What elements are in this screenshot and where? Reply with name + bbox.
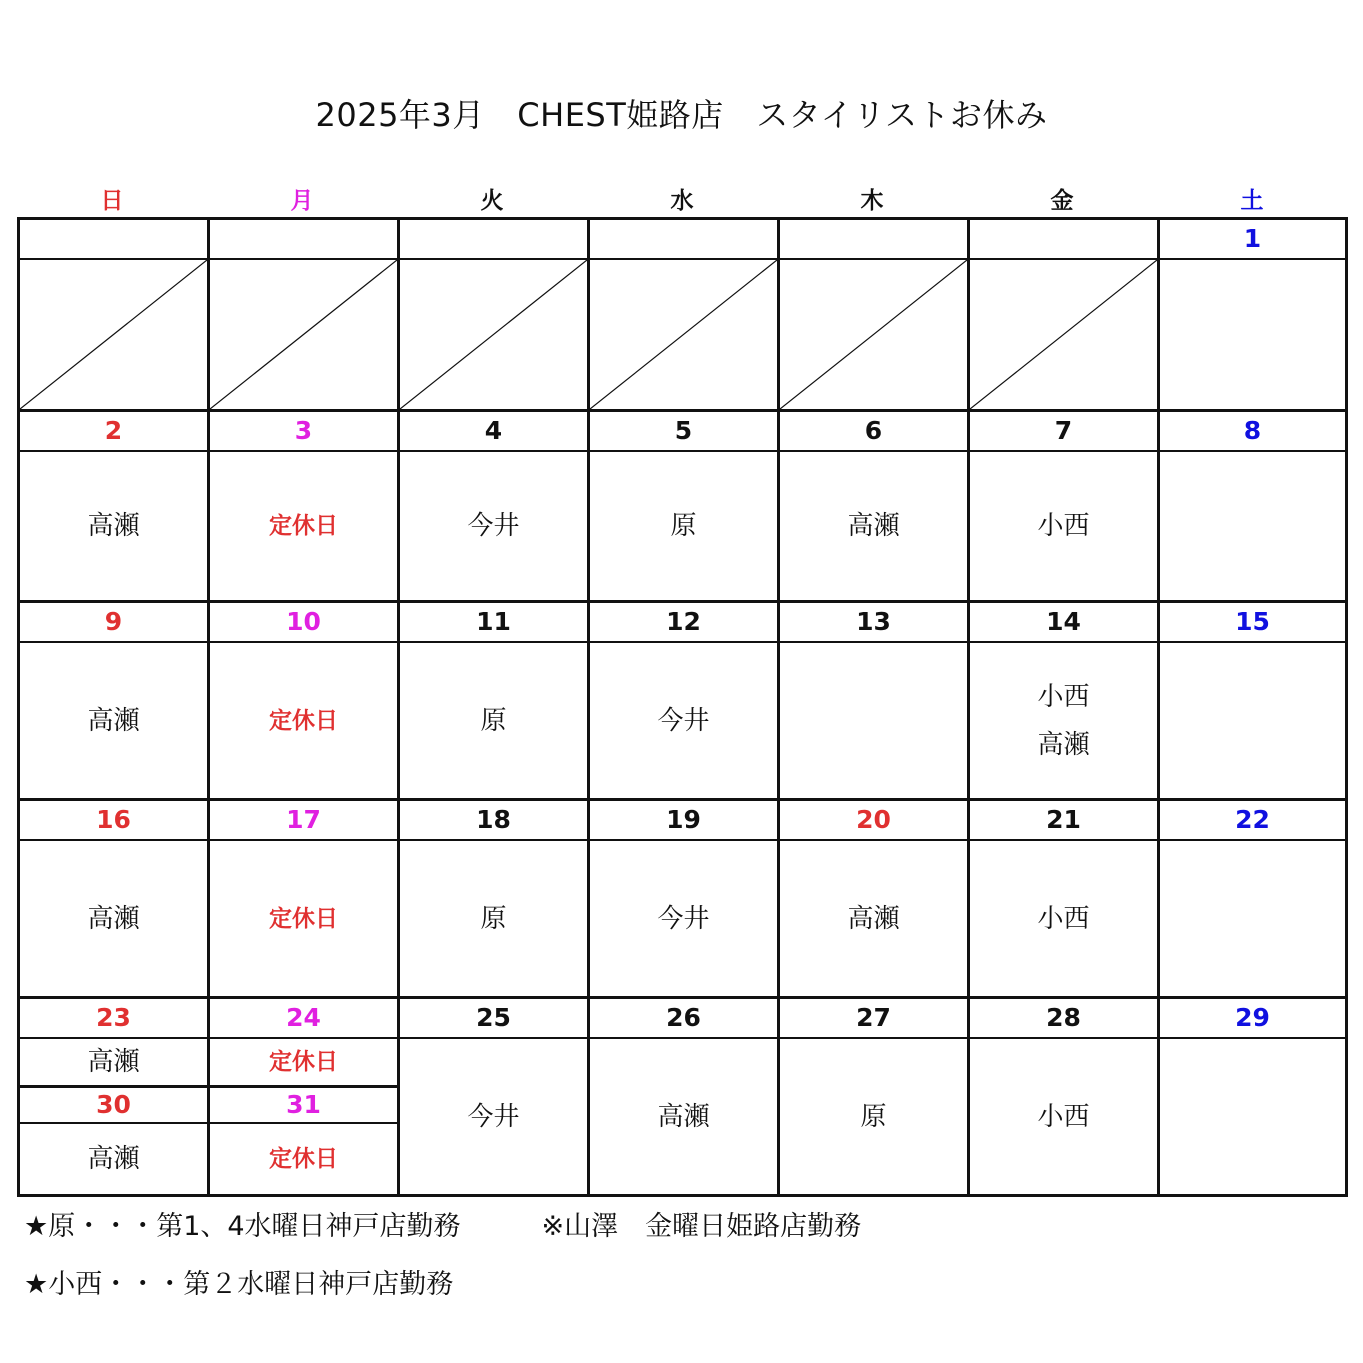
staff-name: 高瀬: [1037, 729, 1090, 760]
day-number: 15: [1160, 603, 1345, 643]
empty-day-slash: [210, 260, 397, 409]
calendar-day-cell: [970, 412, 1160, 603]
day-number: 27: [780, 999, 967, 1039]
staff-off-list: [20, 1039, 207, 1085]
calendar-day-cell: [1160, 603, 1345, 801]
staff-off-list: [400, 1039, 587, 1194]
day-number: 16: [20, 801, 207, 841]
staff-name: 高瀬: [87, 511, 140, 541]
day-number: 26: [590, 999, 777, 1039]
staff-off-list: [590, 1039, 777, 1194]
day-number: 22: [1160, 801, 1345, 841]
staff-off-list: [1160, 260, 1345, 409]
calendar-day-cell: [210, 801, 400, 999]
staff-off-list: [590, 643, 777, 798]
calendar-day-cell: [1160, 220, 1345, 412]
staff-off-list: [970, 1039, 1157, 1194]
calendar-day-cell: [20, 603, 210, 801]
staff-name: 高瀬: [87, 705, 140, 736]
weekday-label: 火: [480, 188, 504, 214]
calendar-day-cell: [970, 801, 1160, 999]
closed-day-label: 定休日: [269, 1049, 338, 1075]
day-number: [780, 220, 967, 260]
staff-name: 高瀬: [847, 511, 900, 541]
staff-name: 今井: [467, 511, 520, 541]
weekday-label: 月: [290, 188, 314, 214]
closed-day-label: 定休日: [269, 905, 338, 932]
day-number: 8: [1160, 412, 1345, 452]
day-number: 20: [780, 801, 967, 841]
day-number: 10: [210, 603, 397, 643]
day-number: [20, 220, 207, 260]
staff-name: 高瀬: [87, 1144, 140, 1174]
staff-off-list: [780, 1039, 967, 1194]
page-title: 2025年3月 CHEST姫路店 スタイリストお休み: [315, 96, 1048, 134]
staff-off-list: [590, 452, 777, 600]
empty-day-slash: [590, 260, 777, 409]
calendar-day-cell: [210, 412, 400, 603]
split-day-lower: [20, 1088, 207, 1194]
calendar-day-cell: [780, 412, 970, 603]
closed-day-label: 定休日: [269, 513, 338, 539]
calendar-day-cell: [400, 220, 590, 412]
day-number: 18: [400, 801, 587, 841]
calendar-day-cell: [590, 603, 780, 801]
calendar-day-cell: [590, 999, 780, 1194]
note-line-1: ★原・・・第1、4水曜日神戸店勤務 ※山澤 金曜日姫路店勤務: [24, 1211, 862, 1242]
staff-off-list: [970, 452, 1157, 600]
staff-name: 小西: [1037, 681, 1090, 712]
staff-off-list: [780, 643, 967, 798]
staff-name: 小西: [1037, 1101, 1090, 1132]
empty-day-slash: [400, 260, 587, 409]
calendar-day-cell: [590, 220, 780, 412]
staff-name: 原: [670, 511, 697, 541]
staff-name: 高瀬: [87, 1047, 140, 1077]
calendar-day-cell: [970, 999, 1160, 1194]
weekday-label: 水: [670, 188, 694, 214]
day-number: 14: [970, 603, 1157, 643]
staff-name: 高瀬: [87, 903, 140, 934]
staff-name: 高瀬: [847, 903, 900, 934]
staff-off-list: [20, 643, 207, 798]
day-number: 21: [970, 801, 1157, 841]
calendar-day-cell: [780, 603, 970, 801]
calendar-day-cell: [590, 801, 780, 999]
staff-off-list: [1160, 452, 1345, 600]
weekday-header: [17, 184, 1348, 218]
calendar-day-cell: [20, 412, 210, 603]
split-day-upper: [20, 999, 207, 1088]
day-number: 19: [590, 801, 777, 841]
staff-off-list: [20, 1124, 207, 1194]
calendar-day-cell: [400, 412, 590, 603]
staff-off-list: [400, 841, 587, 996]
staff-off-list: [1160, 643, 1345, 798]
staff-off-list: [780, 841, 967, 996]
calendar-day-cell: [400, 801, 590, 999]
day-number: 7: [970, 412, 1157, 452]
empty-day-slash: [20, 260, 207, 409]
calendar-day-cell: [20, 801, 210, 999]
calendar-day-cell: [1160, 999, 1345, 1194]
calendar-day-cell: [780, 220, 970, 412]
calendar-day-cell: [1160, 801, 1345, 999]
calendar-day-cell: [400, 999, 590, 1194]
day-number: 9: [20, 603, 207, 643]
calendar-grid: [17, 217, 1348, 1197]
closed-day-label: 定休日: [269, 707, 338, 734]
staff-name: 小西: [1037, 511, 1090, 541]
calendar-day-cell: [210, 603, 400, 801]
calendar-day-cell: [780, 801, 970, 999]
calendar-day-cell: [780, 999, 970, 1194]
calendar-day-cell: [1160, 412, 1345, 603]
day-number: [210, 220, 397, 260]
day-number: 30: [20, 1088, 207, 1124]
staff-name: 今井: [657, 903, 710, 934]
weekday-label: 土: [1240, 188, 1264, 214]
day-number: 4: [400, 412, 587, 452]
empty-day-slash: [780, 260, 967, 409]
staff-off-list: [400, 452, 587, 600]
day-number: 11: [400, 603, 587, 643]
staff-off-list: [970, 643, 1157, 798]
weekday-label: 金: [1050, 188, 1074, 214]
staff-name: 高瀬: [657, 1101, 710, 1132]
calendar-day-cell: [210, 220, 400, 412]
day-number: 5: [590, 412, 777, 452]
weekday-label: 日: [100, 188, 124, 214]
day-number: 13: [780, 603, 967, 643]
day-number: 24: [210, 999, 397, 1039]
day-number: [590, 220, 777, 260]
day-number: 31: [210, 1088, 397, 1124]
day-number: 12: [590, 603, 777, 643]
split-day-upper: [210, 999, 397, 1088]
day-number: 2: [20, 412, 207, 452]
staff-off-list: [20, 841, 207, 996]
staff-off-list: [780, 452, 967, 600]
empty-day-slash: [970, 260, 1157, 409]
day-number: 25: [400, 999, 587, 1039]
calendar-day-cell: [210, 999, 400, 1194]
day-number: 28: [970, 999, 1157, 1039]
day-number: [970, 220, 1157, 260]
calendar-day-cell: [590, 412, 780, 603]
day-number: 23: [20, 999, 207, 1039]
staff-off-list: [1160, 841, 1345, 996]
closed-day-label: 定休日: [269, 1146, 338, 1172]
staff-name: 今井: [467, 1101, 520, 1132]
calendar-day-cell: [20, 999, 210, 1194]
staff-name: 今井: [657, 705, 710, 736]
weekday-label: 木: [860, 188, 884, 214]
staff-name: 原: [860, 1101, 887, 1132]
day-number: 17: [210, 801, 397, 841]
day-number: 1: [1160, 220, 1345, 260]
staff-off-list: [1160, 1039, 1345, 1194]
staff-name: 原: [480, 903, 507, 934]
day-number: 6: [780, 412, 967, 452]
note-line-2: ★小西・・・第２水曜日神戸店勤務: [24, 1269, 454, 1300]
staff-name: 小西: [1037, 903, 1090, 934]
staff-off-list: [590, 841, 777, 996]
day-number: 29: [1160, 999, 1345, 1039]
calendar-day-cell: [970, 220, 1160, 412]
day-number: [400, 220, 587, 260]
staff-off-list: [400, 643, 587, 798]
split-day-lower: [210, 1088, 397, 1194]
staff-name: 原: [480, 705, 507, 736]
calendar-day-cell: [970, 603, 1160, 801]
calendar-day-cell: [400, 603, 590, 801]
staff-off-list: [970, 841, 1157, 996]
calendar-day-cell: [20, 220, 210, 412]
staff-off-list: [20, 452, 207, 600]
day-number: 3: [210, 412, 397, 452]
